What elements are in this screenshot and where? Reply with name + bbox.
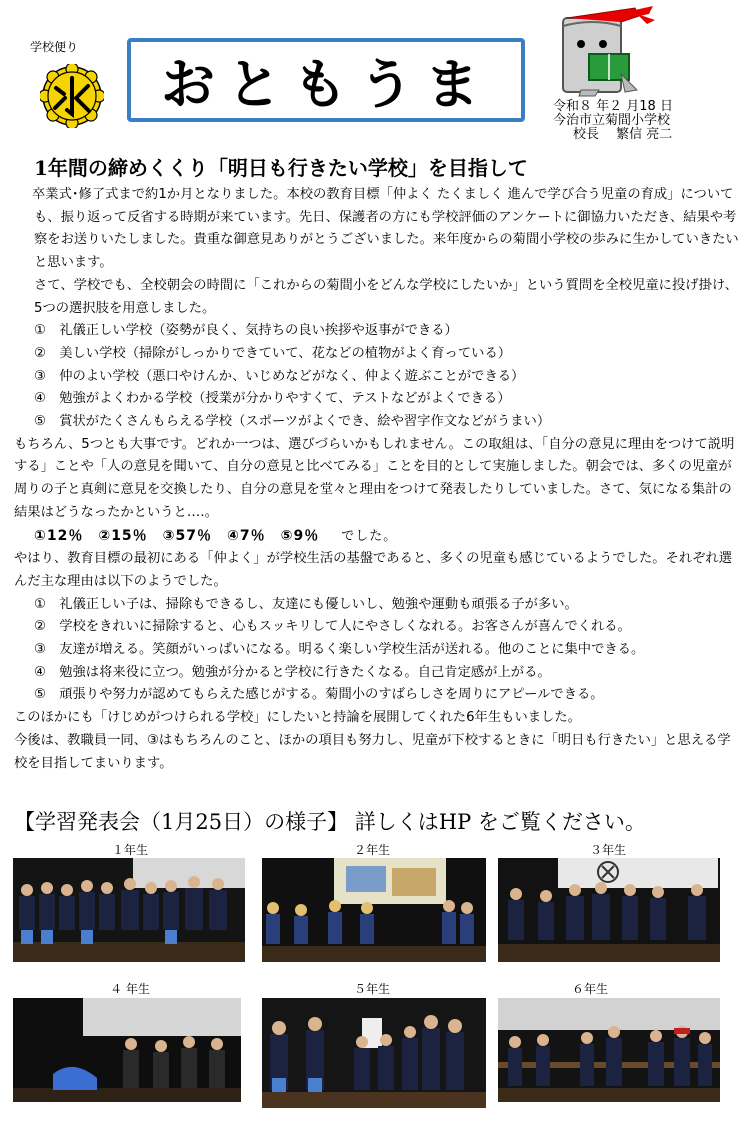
paragraph-6: 今後は、教職員一同、③はもちろんのこと、ほかの項目も努力し、児童が下校するときに「明日も行きたい」と思える学校を目指してまいります。 <box>14 732 731 771</box>
photo-grade3 <box>498 858 720 962</box>
option-1: ① 礼儀正しい学校（姿勢が良く、気持ちの良い挨拶や返事ができる） <box>34 323 458 339</box>
reason-1: ① 礼儀正しい子は、掃除もできるし、友達にも優しいし、勉強や運動も頑張る子が多い。 <box>34 596 578 612</box>
option-4: ④ 勉強がよくわかる学校（授業が分かりやすくて、テストなどがよくできる） <box>34 391 511 407</box>
reason-4: ④ 勉強は将来役に立つ。勉強が分かると学校に行きたくなる。自己肯定感が上がる。 <box>34 664 551 680</box>
reason-5: ⑤ 頑張りや努力が認めてもらえた感じがする。菊間小のすばらしさを周りにアピールできる。 <box>34 687 604 703</box>
photo-label-grade6: ６年生 <box>571 982 608 996</box>
option-5: ⑤ 賞状がたくさんもらえる学校（スポーツがよくでき、絵や習字作文などがうまい） <box>34 414 551 430</box>
school-emblem-icon <box>40 64 104 128</box>
survey-results: ①12％ ②15％ ③57％ ④7％ ⑤9％ でした。 <box>34 527 398 544</box>
mascot-reading-icon <box>555 4 675 100</box>
school-name: 今治市立菊間小学校 <box>553 113 671 128</box>
article-body <box>14 184 742 775</box>
photo-label-grade1: １年生 <box>111 843 148 857</box>
paragraph-3: もちろん、5つとも大事です。どれか一つは、選びづらいかもしれません。この取組は、「自分の意見に理由をつけて説明する」ことや「人の意見を聞いて、自分の意見と比べてみる」ことを目的として実施しました。朝会では、多くの児童が周りの子と真剣に意見を交換したり、自分の意見を堂々と理由をつけて発表したりしていました。さて、気になる集計の結果はどうなったかというと‥‥。 <box>14 436 735 520</box>
photo-grade6 <box>498 998 720 1102</box>
paragraph-1: 卒業式･修了式まで約1か月となりました。本校の教育目標「仲よく たくましく 進んで学び合う児童の育成」についても、振り返って反省する時期が来ています。先日、保護者の方にも学校評価のアンケートに御協力いただき、結果や考察をお送りいたしました。貴重な御意見ありがとうございました。来年度からの菊間小学校の歩みに生かしていきたいと思います。 <box>32 187 739 271</box>
article-headline: 1年間の締めくくり「明日も行きたい学校」を目指して <box>34 156 528 180</box>
option-3: ③ 仲のよい学校（悪口やけんか、いじめなどがなく、仲よく遊ぶことができる） <box>34 368 525 384</box>
option-2: ② 美しい学校（掃除がしっかりできていて、花などの植物がよく育っている） <box>34 345 512 361</box>
gallery-heading: 【学習発表会（1月25日）の様子】 詳しくはHP をご覧ください。 <box>14 810 646 834</box>
newsletter-label: 学校便り <box>30 40 79 54</box>
issue-info <box>553 100 673 142</box>
paragraph-4: やはり、教育目標の最初にある「仲よく」が学校生活の基盤であると、多くの児童も感じているようでした。それぞれ選んだ主な理由は以下のようでした。 <box>14 551 733 589</box>
principal-name: 校長 繁信 亮二 <box>573 127 673 142</box>
issue-date: 令和８ 年２ 月18 日 <box>553 99 673 114</box>
newsletter-title-box <box>127 38 525 122</box>
reason-2: ② 学校をきれいに掃除すると、心もスッキリして人にやさしくなれる。お客さんが喜んでくれる。 <box>34 619 631 635</box>
photo-grade1 <box>13 858 245 962</box>
photo-label-grade3: ３年生 <box>589 843 626 857</box>
paragraph-2: さて、学校でも、全校朝会の時間に「これからの菊間小をどんな学校にしたいか」という質問を全校児童に投げ掛け、5つの選択肢を用意しました。 <box>34 277 738 316</box>
photo-grade5 <box>262 998 486 1108</box>
reason-3: ③ 友達が増える。笑顔がいっぱいになる。明るく楽しい学校生活が送れる。他のことに集中できる。 <box>34 642 645 658</box>
photo-label-grade5: ５年生 <box>353 982 390 996</box>
newsletter-title: おともうま <box>161 52 491 116</box>
photo-grade4 <box>13 998 241 1102</box>
photo-grade2 <box>262 858 486 962</box>
paragraph-5: このほかにも「けじめがつけられる学校」にしたいと持論を展開してくれた6年生もいました。 <box>14 710 581 726</box>
photo-label-grade4: ４ 年生 <box>110 982 150 996</box>
photo-label-grade2: ２年生 <box>353 843 390 857</box>
